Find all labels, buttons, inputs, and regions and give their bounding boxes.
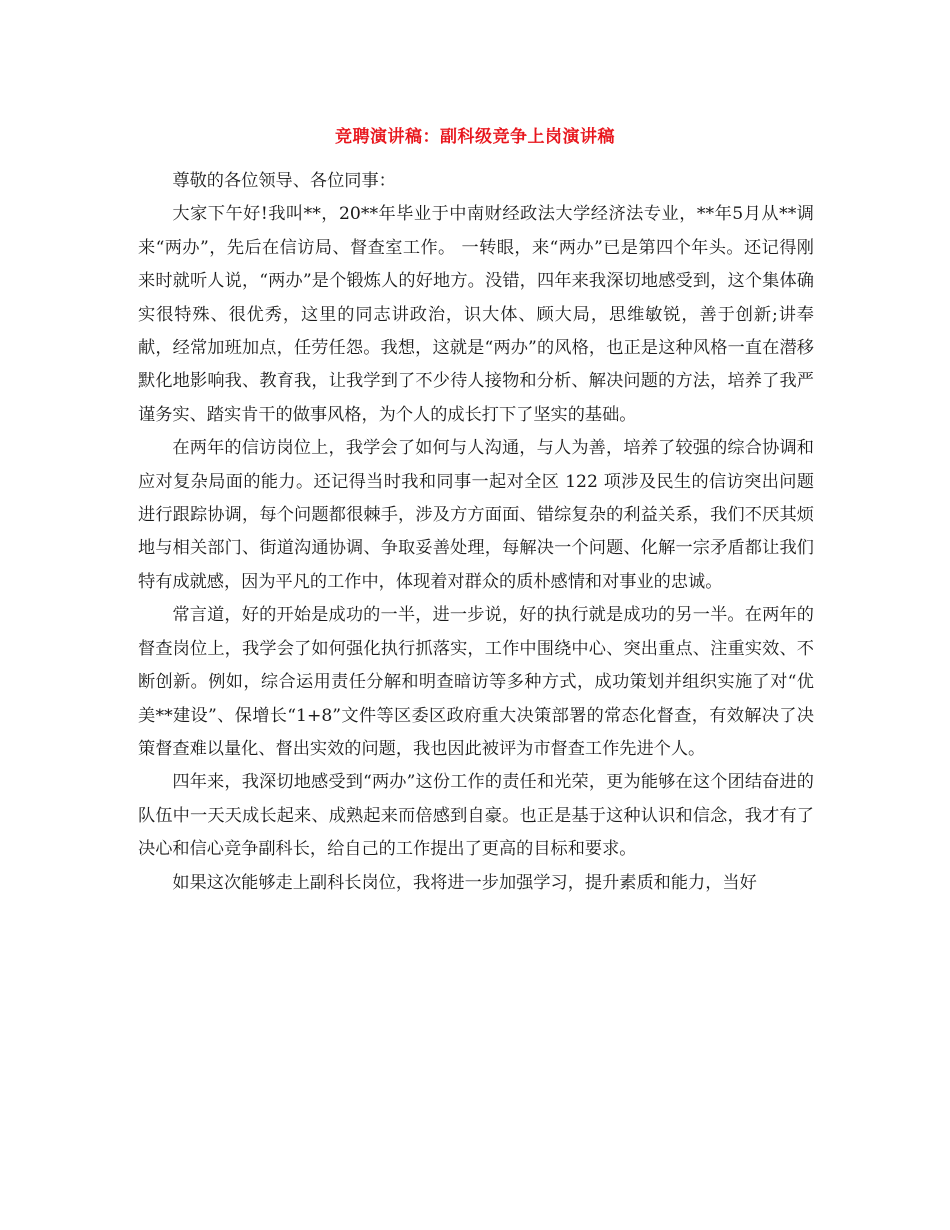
salutation: 尊敬的各位领导、各位同事： [172,171,396,191]
document-body [138,165,814,900]
paragraph-1: 大家下午好!我叫**，20**年毕业于中南财经政法大学经济法专业，**年5月从**调来“两办”，先后在信访局、督查室工作。 一转眼，来“两办”已是第四个年头。还记得刚来时就听人说，“两办”是个锻炼人的好地方。没错，四年来我深切地感受到，这个集体确实很特殊、很优秀，这里的同志讲政治，识大体、顾大局，思维敏锐，善于创新;讲奉献，经常加班加点，任劳任怨。我想，这就是“两办”的风格，也正是这种风格一直在潜移默化地影响我、教育我，让我学到了不少待人接物和分析、解决问题的方法，培养了我严谨务实、踏实肯干的做事风格，为个人的成长打下了坚实的基础。 [138,204,814,425]
paragraph-2: 在两年的信访岗位上，我学会了如何与人沟通，与人为善，培养了较强的综合协调和应对复杂局面的能力。还记得当时我和同事一起对全区 122 项涉及民生的信访突出问题进行跟踪协调，每个问题都很棘手，涉及方方面面、错综复杂的利益关系，我们不厌其烦地与相关部门、街道沟通协调、争取妥善处理，每解决一个问题、化解一宗矛盾都让我们特有成就感，因为平凡的工作中，体现着对群众的质朴感情和对事业的忠诚。 [138,438,814,592]
document-title: 竞聘演讲稿：副科级竞争上岗演讲稿 [335,127,615,147]
paragraph-4: 四年来，我深切地感受到“两办”这份工作的责任和光荣，更为能够在这个团结奋进的队伍中一天天成长起来、成熟起来而倍感到自豪。也正是基于这种认识和信念，我才有了决心和信心竞争副科长，给自己的工作提出了更高的目标和要求。 [138,772,814,860]
paragraph-3: 常言道，好的开始是成功的一半，进一步说，好的执行就是成功的另一半。在两年的督查岗位上，我学会了如何强化执行抓落实，工作中围绕中心、突出重点、注重实效、不断创新。例如，综合运用责任分解和明查暗访等多种方式，成功策划并组织实施了对“优美**建设”、保增长“1+8”文件等区委区政府重大决策部署的常态化督查，有效解决了决策督查难以量化、督出实效的问题，我也因此被评为市督查工作先进个人。 [138,605,814,759]
paragraph-5: 如果这次能够走上副科长岗位，我将进一步加强学习，提升素质和能力，当好 [172,872,757,893]
